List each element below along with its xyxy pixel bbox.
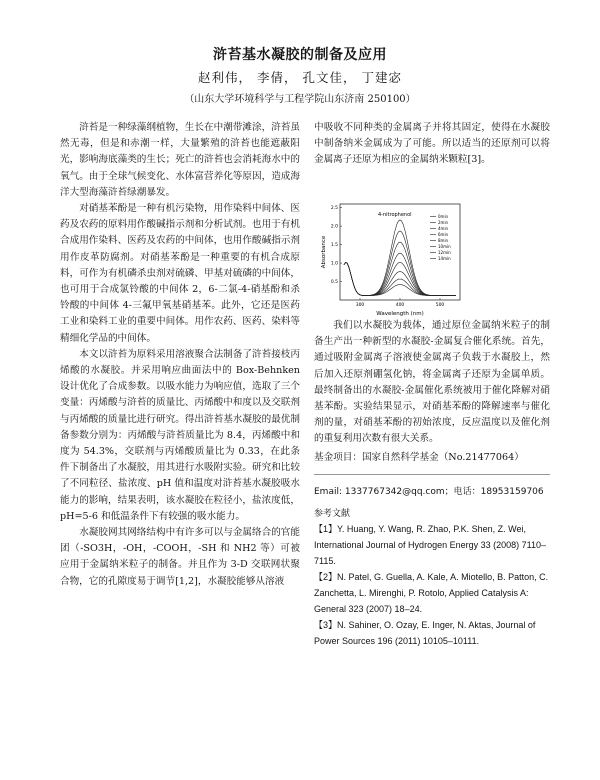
y-tick-label: 1.0	[330, 261, 338, 267]
y-axis-label: Absorbance	[321, 235, 327, 269]
funding-note: 基金项目：国家自然科学基金（No.21477064）	[314, 451, 524, 463]
references-heading: 参考文献	[314, 508, 351, 519]
reference-1: 【1】Y. Huang, Y. Wang, R. Zhao, P.K. Shen, Z. Wei, International Journal of Hydrogen Energy 33 (2008) 7110–7115.	[314, 523, 546, 566]
paragraph-method: 本文以浒苔为原料采用溶液聚合法制备了浒苔接枝丙烯酸的水凝胶。并采用响应曲面法中的 Box-Behnken 设计优化了合成参数。以吸水能力为响应值，选取了三个变量：丙烯酸与浒苔的质量比、丙烯酸中和度以及交联剂与丙烯酸的质量比进行研究。得出浒苔基水凝胶的最优制备参数分别为：丙烯酸与浒苔质量比为 8.4，丙烯酸中和度为 54.3%，交联剂与丙烯酸质量比为 0.33，在此条件下制备出了水凝胶，用其进行水吸附实验。研究和比较了不同粒径、盐浓度、pH 值和温度对浒苔基水凝胶吸水能力的影响，结果表明，该水凝胶在粒径小，盐浓度低，pH=5-6 和低温条件下有较强的吸水能力。	[60, 348, 300, 522]
paper-title: 浒苔基水凝胶的制备及应用	[213, 47, 387, 63]
legend-label: 0min	[438, 214, 449, 219]
author-list: 赵利伟， 李倩， 孔文佳， 丁建宓	[198, 70, 402, 85]
right-column-top	[314, 120, 550, 169]
y-tick-label: 2.5	[330, 206, 338, 212]
paragraph-hydrogel: 水凝胶网其网络结构中有许多可以与金属络合的官能团（-SO3H，-OH，-COOH，-SH 和 NH2 等）可被应用于金属纳米粒子的制备。并且作为 3-D 交联网状聚合物，它的孔隙度易于调节[1,2]，水凝胶能够从溶液	[60, 527, 300, 587]
y-tick-label: 2.0	[330, 224, 338, 230]
y-tick-label: 0.5	[330, 280, 338, 286]
paragraph-continued: 中吸收不同种类的金属离子并将其固定，使得在水凝胶中制备纳米金属成为了可能。所以适当的还原剂可以将金属离子还原为相应的金属纳米颗粒[3]。	[314, 122, 550, 166]
paragraph-intro: 浒苔是一种绿藻纲植物，生长在中潮带滩涂，浒苔虽然无毒，但是和赤潮一样，大量繁殖的浒苔也能遮蔽阳光，影响海底藻类的生长；死亡的浒苔也会消耗海水中的氧气。由于全球气候变化、水体富营养化等原因，造成海洋大型海藻浒苔绿潮暴发。	[60, 122, 300, 198]
x-tick-label: 400	[395, 303, 405, 308]
affiliation: （山东大学环境科学与工程学院山东济南 250100）	[184, 94, 416, 105]
absorbance-chart	[318, 196, 544, 318]
reference-2: 【2】N. Patel, G. Guella, A. Kale, A. Miotello, B. Patton, C. Zanchetta, L. Mirenghi, P. Rotolo, Applied Catalysis A: General 323 (2007) 18–24.	[314, 571, 549, 614]
x-tick-label: 500	[435, 303, 445, 308]
right-column-main	[314, 318, 550, 649]
footnote-divider	[314, 474, 550, 475]
contact-email: Email: 1337767342@qq.com；电话：18953159706	[314, 486, 544, 497]
paragraph-nitrophenol: 对硝基苯酚是一种有机污染物，用作染料中间体、医药及农药的原料用作酸碱指示剂和分析试剂。也用于有机合成用作染料、医药及农药的中间体，也用作酸碱指示剂用作皮革防腐剂。对硝基苯酚是一种重要的有机合成原料，可作为有机磷杀虫剂对硫磷、甲基对硫磷的中间体，也可用于合成氯铃酸的中间体 2，6-二氯-4-硝基酚和杀铃酸的中间体 4-三氟甲氧基硝基苯。此外，它还是医药工业和染料工业的重要中间体。用作农药、医药、染料等精细化学品的中间体。	[60, 203, 300, 344]
absorbance-figure	[318, 196, 544, 318]
legend-label: 8min	[438, 238, 449, 243]
y-tick-label: 1.5	[330, 243, 338, 249]
legend-label: 14min	[438, 256, 451, 261]
legend-label: 12min	[438, 250, 451, 255]
x-tick-label: 300	[355, 303, 365, 308]
x-axis-label: Wavelength (nm)	[376, 311, 424, 317]
nitrophenol-annotation: 4-nitrophenol	[378, 212, 412, 218]
left-column	[60, 120, 300, 590]
legend-label: 6min	[438, 232, 449, 237]
reference-3: 【3】N. Sahiner, O. Ozay, E. Inger, N. Aktas, Journal of Power Sources 196 (2011) 10105–10111.	[314, 619, 536, 646]
legend-label: 2min	[438, 220, 449, 225]
paragraph-catalysis: 我们以水凝胶为载体，通过原位金属纳米粒子的制备生产出一种新型的水凝胶-金属复合催化系统。首先，通过吸附金属离子溶液使金属离子负载于水凝胶上，然后加入还原剂硼氢化钠，将金属离子还原为金属单质。最终制备出的水凝胶-金属催化系统被用于催化降解对硝基苯酚。实验结果显示，对硝基苯酚的降解速率与催化剂的量，对硝基苯酚的初始浓度，反应温度以及催化剂的重复利用次数有很大关系。	[314, 320, 550, 445]
legend-label: 4min	[438, 226, 449, 231]
legend-label: 10min	[438, 244, 451, 249]
spectrum-curve	[344, 262, 456, 295]
